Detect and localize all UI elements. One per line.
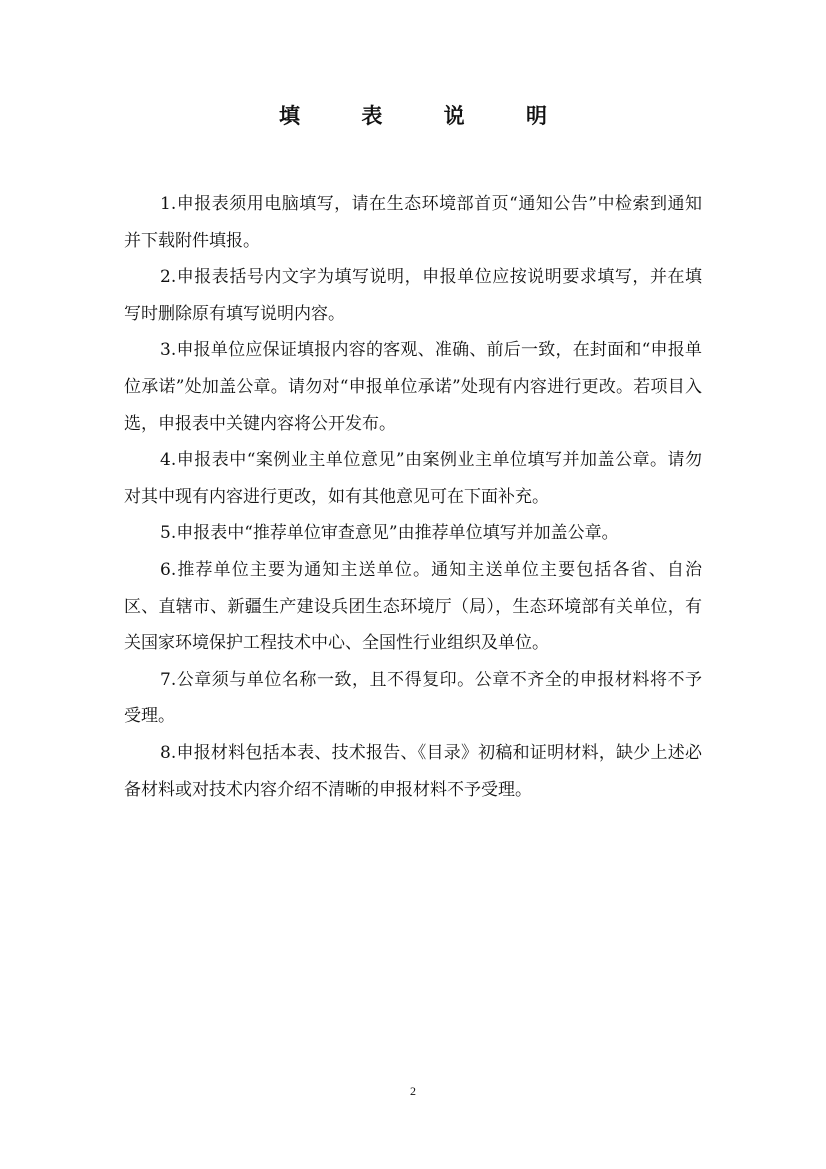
instructions-body (124, 186, 702, 808)
instruction-paragraph-1: 1.申报表须用电脑填写，请在生态环境部首页“通知公告”中检索到通知并下载附件填报。 (124, 194, 702, 251)
instruction-paragraph-8: 8.申报材料包括本表、技术报告、《目录》初稿和证明材料，缺少上述必备材料或对技术内容介绍不清晰的申报材料不予受理。 (124, 742, 702, 800)
instruction-paragraph-3: 3.申报单位应保证填报内容的客观、准确、前后一致，在封面和“申报单位承诺”处加盖公章。请勿对“申报单位承诺”处现有内容进行更改。若项目入选，申报表中关键内容将公开发布。 (124, 340, 702, 434)
instruction-paragraph-6: 6.推荐单位主要为通知主送单位。通知主送单位主要包括各省、自治区、直辖市、新疆生产建设兵团生态环境厅（局），生态环境部有关单位，有关国家环境保护工程技术中心、全国性行业组织及单位。 (124, 559, 702, 654)
instruction-paragraph-7: 7.公章须与单位名称一致，且不得复印。公章不齐全的申报材料将不予受理。 (124, 669, 702, 727)
instruction-paragraph-2: 2.申报表括号内文字为填写说明，申报单位应按说明要求填写，并在填写时删除原有填写说明内容。 (124, 267, 702, 324)
instruction-paragraph-5: 5.申报表中“推荐单位审查意见”由推荐单位填写并加盖公章。 (160, 523, 619, 544)
instruction-paragraph-4: 4.申报表中“案例业主单位意见”由案例业主单位填写并加盖公章。请勿对其中现有内容进行更改，如有其他意见可在下面补充。 (124, 450, 702, 507)
page-title: 填 表 说 明 (279, 104, 574, 128)
page-number: 2 (410, 1084, 416, 1098)
